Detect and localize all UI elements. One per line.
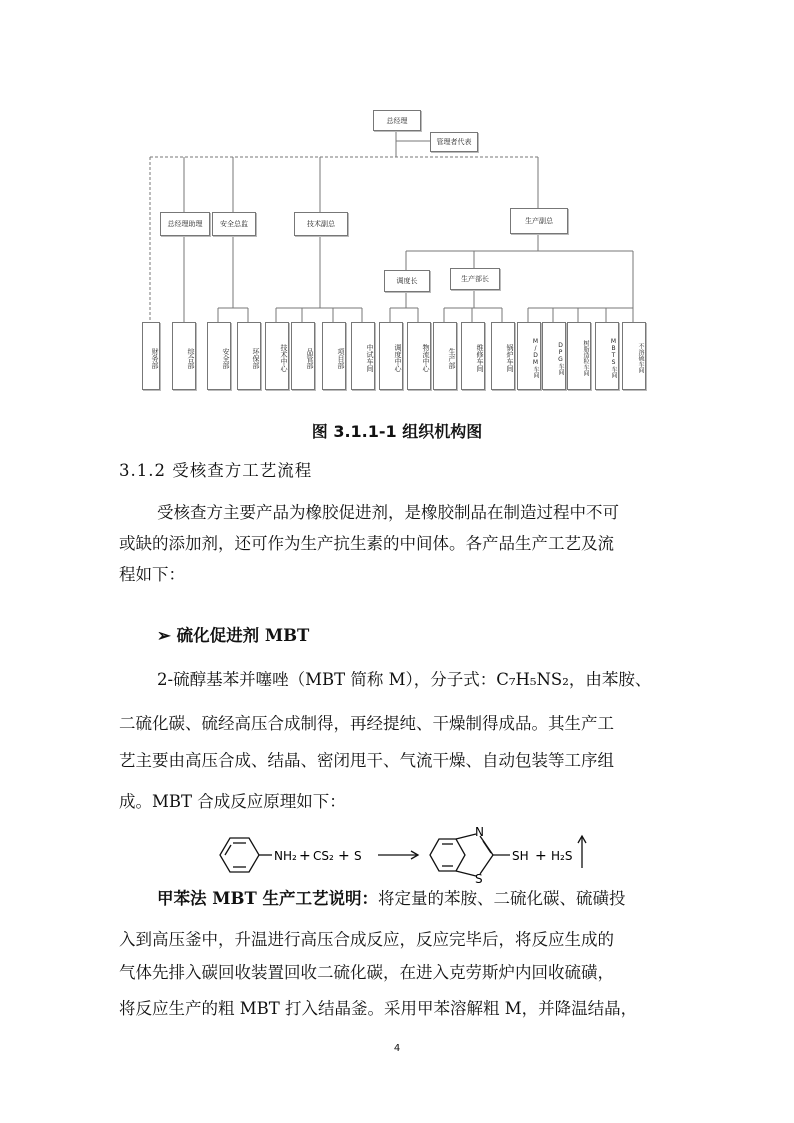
bullet-mbt [157, 622, 309, 646]
bullet-arrow-icon: ➢ [157, 626, 171, 645]
figure-caption: 图 3.1.1-1 组织机构图 [311, 422, 483, 441]
intro-line-1: 受核查方主要产品为橡胶促进剂，是橡胶制品在制造过程中不可 [157, 503, 619, 522]
plus-3: + [535, 848, 547, 864]
org-node-dispatch-head: 调度长 [384, 270, 430, 292]
sulfur-label: S [354, 849, 362, 863]
org-node-vp-tech: 技术副总 [294, 212, 348, 236]
org-dept-dpg: DPG车间 [542, 322, 566, 390]
org-dept-resin: 树脂造粒车间 [567, 322, 591, 390]
org-node-vp-safety: 安全总监 [212, 212, 256, 236]
intro-line-3: 程如下： [119, 565, 185, 584]
org-dept-boiler: 锅炉车间 [491, 322, 515, 390]
mbt-line-4: 成。MBT 合成反应原理如下： [119, 792, 346, 811]
org-dept-safety: 安全部 [207, 322, 231, 390]
org-dept-maintenance: 维修车间 [461, 322, 485, 390]
org-dept-pilot-workshop: 中试车间 [351, 322, 375, 390]
mbt-line-2: 二硫化碳、硫经高压合成制得，再经提纯、干燥制得成品。其生产工 [119, 714, 614, 733]
org-dept-insoluble-sulfur: 不溶硫车间 [622, 322, 646, 390]
reaction-scheme [200, 820, 620, 890]
mbt-line-3: 艺主要由高压合成、结晶、密闭甩干、气流干燥、自动包装等工序组 [119, 751, 614, 770]
org-node-vp-production: 生产副总 [510, 208, 568, 234]
org-dept-logistics: 物流中心 [407, 322, 431, 390]
process-line-1-text: 将定量的苯胺、二硫化碳、硫磺投 [377, 889, 626, 908]
org-dept-quality: 品管部 [291, 322, 315, 390]
bullet-title: 硫化促进剂 MBT [176, 626, 310, 645]
org-dept-production: 生产部 [433, 322, 457, 390]
intro-line-2: 或缺的添加剂，还可作为生产抗生素的中间体。各产品生产工艺及流 [119, 534, 614, 553]
org-dept-m-dm: M/DM车间 [517, 322, 541, 390]
plus-1: + [299, 848, 311, 864]
org-node-vp-assistant: 总经理助理 [160, 212, 210, 236]
org-dept-mbts: MBTS车间 [595, 322, 619, 390]
org-dept-general: 综合部 [172, 322, 196, 390]
process-line-4: 将反应生产的粗 MBT 打入结晶釜。采用甲苯溶解粗 M，并降温结晶， [119, 999, 638, 1018]
mbt-line-1: 2-硫醇基苯并噻唑（MBT 简称 M），分子式：C₇H₅NS₂，由苯胺、 [157, 670, 652, 689]
process-line-3: 气体先排入碳回收装置回收二硫化碳，在进入克劳斯炉内回收硫磺， [119, 963, 614, 982]
org-dept-project: 项目部 [322, 322, 346, 390]
cs2-label: CS₂ [313, 849, 334, 863]
section-heading: 3.1.2 受核查方工艺流程 [119, 461, 313, 480]
org-dept-environment: 环保部 [237, 322, 261, 390]
org-dept-dispatch-center: 调度中心 [379, 322, 403, 390]
process-line-2: 入到高压釜中，升温进行高压合成反应，反应完毕后，将反应生成的 [119, 930, 614, 949]
nh2-label: NH₂ [274, 849, 297, 863]
org-node-general-manager: 总经理 [373, 110, 421, 131]
process-line-1 [157, 883, 675, 914]
s-atom-label: S [475, 872, 483, 886]
org-dept-finance: 财务部 [142, 322, 160, 390]
h2s-label: H₂S [551, 849, 573, 863]
org-node-management-rep: 管理者代表 [430, 132, 478, 152]
n-atom-label: N [475, 825, 484, 839]
org-node-production-head: 生产部长 [450, 268, 500, 290]
process-lead: 甲苯法 MBT 生产工艺说明： [157, 889, 378, 908]
page-number: 4 [393, 1043, 401, 1054]
plus-2: + [338, 848, 350, 864]
org-dept-tech-center: 技术中心 [265, 322, 289, 390]
sh-label: SH [512, 849, 529, 863]
